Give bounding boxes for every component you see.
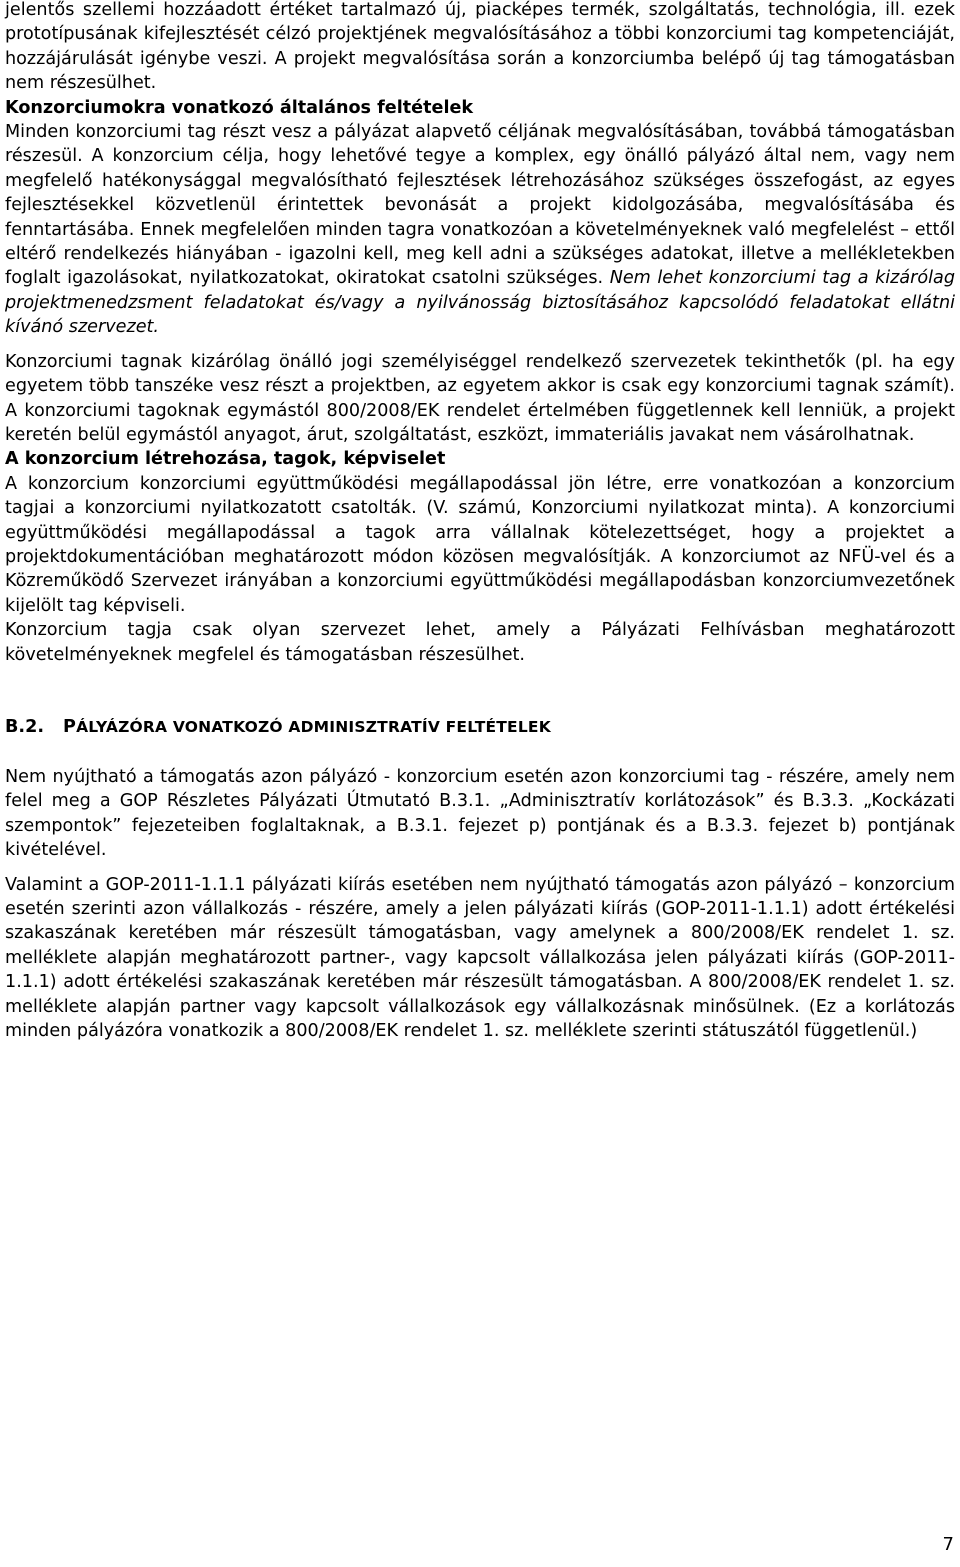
section-b2-title-initial: P xyxy=(63,716,77,737)
section-b2-heading xyxy=(5,715,955,739)
section-b2-title-rest: ÁLYÁZÓRA VONATKOZÓ ADMINISZTRATÍV FELTÉTELEK xyxy=(76,717,551,736)
intro-paragraph: jelentős szellemi hozzáadott értéket tartalmazó új, piacképes termék, szolgáltatás, technológia, ill. ezek prototípusának kifejlesztését célzó projektjének megvalósításához a többi konzorciumi tag kompetenciáját, hozzájárulását igénybe veszi. A projekt megvalósítása során a konzorciumba belépő új tag támogatásban nem részesülhet. xyxy=(5,0,955,94)
section-b2-number: B.2. xyxy=(5,716,45,737)
general-conditions-text: Minden konzorciumi tag részt vesz a pályázat alapvető céljának megvalósításában, továbbá támogatásban részesül. A konzorcium célja, hogy lehetővé tegye a komplex, egy önálló pályázó által nem, vagy nem megfelelő hatékonysággal megvalósítható fejlesztések létrehozásához szükséges összefogást, az egyes fejlesztésekkel közvetlenül érintettek bevonását a projekt kidolgozásába, megvalósításába és fenntartásába. Ennek megfelelően minden tagra vonatkozóan a követelményeknek való megfelelést – ettől eltérő rendelkezés hiányában - igazolni kell, meg kell adni a szükséges adatokat, illetve a mellékletekben foglalt igazolásokat, nyilatkozatokat, okiratokat csatolni szükséges. xyxy=(5,122,955,289)
page-number: 7 xyxy=(942,1534,954,1555)
document-page xyxy=(5,0,955,1043)
general-conditions-italic-note: Nem lehet konzorciumi tag a kizárólag projektmenedzsment feladatokat és/vagy a nyilvánosság biztosításához kapcsolódó feladatokat ellátni kívánó szervezet. xyxy=(5,268,955,338)
establishment-paragraph: A konzorcium konzorciumi együttműködési megállapodással jön létre, erre vonatkozóan a konzorcium tagjai a konzorciumi nyilatkozatott csatolták. (V. számú, Konzorciumi nyilatkozat minta). A konzorciumi együttműködési megállapodással a tagok arra vállalnak kötelezettséget, hogy a projektet a projektdokumentációban meghatározott módon közösen megvalósítják. A konzorciumot az NFÜ-vel és a Közreműködő Szervezet irányában a konzorciumi együttműködési megállapodásban konzorciumvezetőnek kijelölt tag képviseli. xyxy=(5,473,955,616)
b2-paragraph-2: Valamint a GOP-2011-1.1.1 pályázati kiírás esetében nem nyújtható támogatás azon pályázó – konzorcium esetén szerinti azon vállalkozás - részére, amely a jelen pályázati kiírás (GOP-2011-1.1.1) adott értékelési szakaszának keretében már részesült támogatásban, vagy amelynek a 800/2008/EK rendelet 1. sz. melléklete alapján meghatározott partner-, vagy kapcsolt vállalkozása jelen pályázati kiírás (GOP-2011-1.1.1) adott értékelési szakaszának keretében már részesült támogatásban. A 800/2008/EK rendelet 1. sz. melléklete alapján partner vagy kapcsolt vállalkozások egy vállalkozásnak minősülnek. (Ez a korlátozás minden pályázóra vonatkozik a 800/2008/EK rendelet 1. sz. melléklete szerinti státuszától függetlenül.) xyxy=(5,874,955,1042)
section-b2-title xyxy=(63,715,551,739)
establishment-heading: A konzorcium létrehozása, tagok, képviselet xyxy=(5,449,446,470)
general-conditions-paragraph xyxy=(5,120,955,340)
consortium-member-paragraph: Konzorciumi tagnak kizárólag önálló jogi személyiséggel rendelkező szervezetek tekinthetők (pl. ha egy egyetem több tanszéke vesz részt a projektben, az egyetem akkor is csak egy konzorciumi tagnak számít). A konzorciumi tagoknak egymástól 800/2008/EK rendelet értelmében függetlennek kell lenniük, a projekt keretén belül egymástól anyagot, árut, szolgáltatást, eszközt, immateriális javakat nem vásárolhatnak. xyxy=(5,351,955,445)
general-conditions-heading: Konzorciumokra vonatkozó általános feltételek xyxy=(5,97,474,118)
membership-paragraph: Konzorcium tagja csak olyan szervezet lehet, amely a Pályázati Felhívásban meghatározott követelményeknek megfelel és támogatásban részesülhet. xyxy=(5,620,955,665)
b2-paragraph-1: Nem nyújtható a támogatás azon pályázó - konzorcium esetén azon konzorciumi tag - részére, amely nem felel meg a GOP Részletes Pályázati Útmutató B.3.1. „Adminisztratív korlátozások” és B.3.3. „Kockázati szempontok” fejezeteiben foglaltaknak, a B.3.1. fejezet p) pontjának és a B.3.3. fejezet b) pontjának kivételével. xyxy=(5,766,955,861)
